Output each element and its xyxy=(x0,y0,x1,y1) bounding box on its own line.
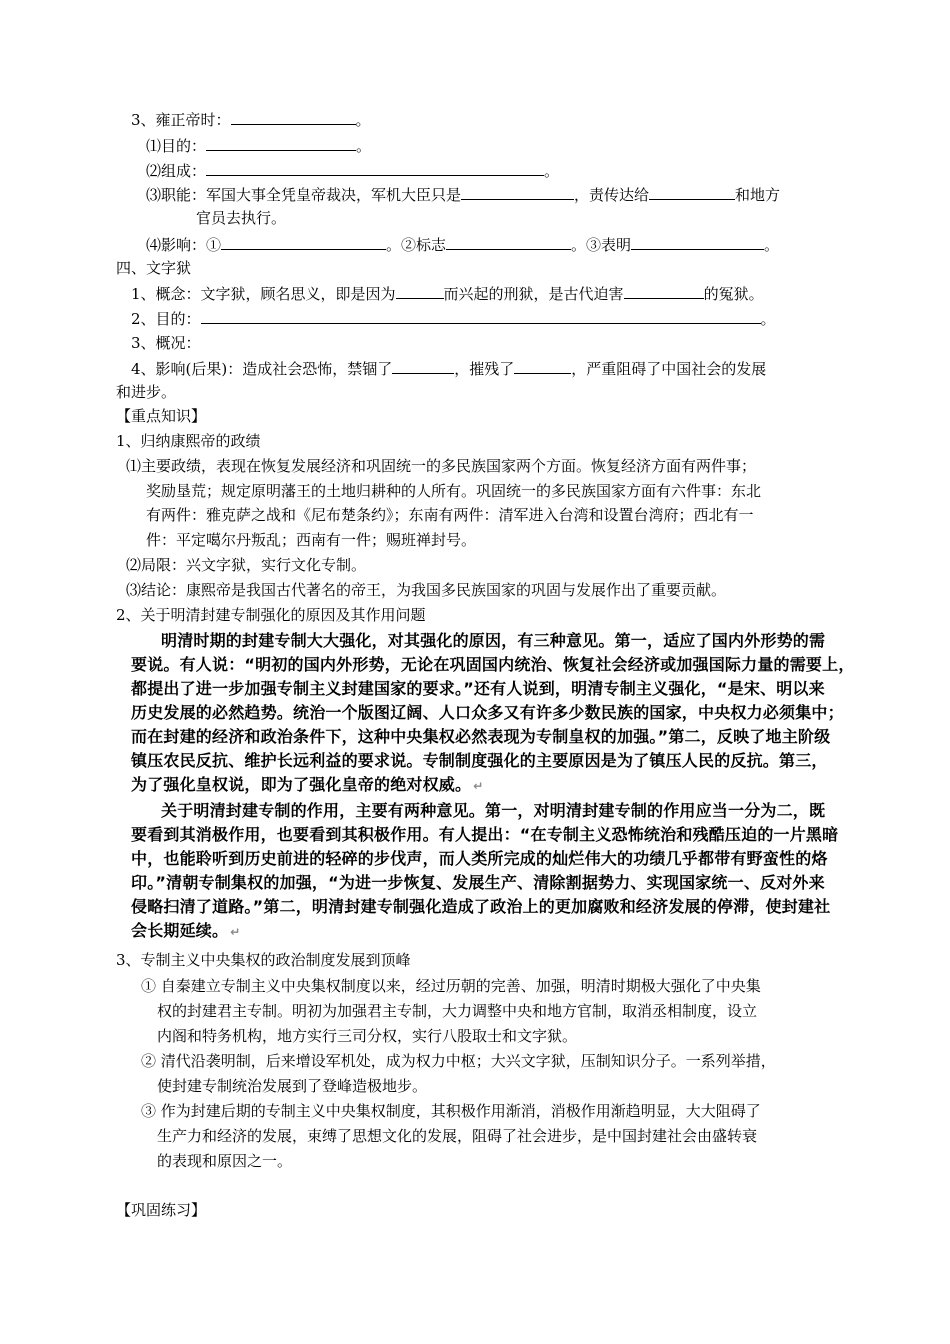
concept-blank-1 xyxy=(396,283,444,299)
paragraph-line: 侵略扫清了道路。”第二，明清封建专制强化造成了政治上的更加腐败和经济发展的停滞，使封建社 xyxy=(131,897,831,916)
point-line: 使封建专制统治发展到了登峰造极地步。 xyxy=(157,1077,428,1095)
composition-blank xyxy=(206,160,544,176)
impact-blank-3 xyxy=(631,234,764,250)
impact-blank-talent xyxy=(514,358,571,374)
paragraph-line: 都提出了进一步加强专制主义封建国家的要求。”还有人说到，明清专制主义强化，“是宋、明以来 xyxy=(131,679,825,698)
paragraph-line: 镇压农民反抗、维护长远利益的要求说。专制制度强化的主要原因是为了镇压人民的反抗。第三， xyxy=(131,751,828,770)
point-line: ③ 作为封建后期的专制主义中央集权制度，其积极作用渐消，消极作用渐趋明显，大大阻碍了 xyxy=(141,1102,761,1120)
literary-purpose-line: 2、目的： 。 xyxy=(131,310,776,328)
ming-qing-title: 2、关于明清封建专制强化的原因及其作用问题 xyxy=(116,606,426,624)
paragraph-line: 中，也能聆听到历史前进的轻碎的步伐声，而人类所完成的灿烂伟大的功绩几乎都带有野蛮性的烙 xyxy=(131,849,828,868)
impact-blank-freedom xyxy=(392,358,454,374)
point-line: 的表现和原因之一。 xyxy=(157,1152,293,1170)
paragraph-line: 关于明清封建专制的作用，主要有两种意见。第一，对明清封建专制的作用应当一分为二，既 xyxy=(161,801,826,820)
kangxi-line: ⑴主要政绩，表现在恢复发展经济和巩固统一的多民族国家两个方面。恢复经济方面有两件事； xyxy=(126,457,757,475)
point-line: 内阁和特务机构，地方实行三司分权，实行八股取士和文字狱。 xyxy=(157,1027,578,1045)
composition-line: ⑵组成： 。 xyxy=(146,162,560,180)
practice-heading: 【巩固练习】 xyxy=(116,1201,207,1219)
paragraph-line: 会长期延续。 ↵ xyxy=(131,921,241,940)
kangxi-line: 有两件：雅克萨之战和《尼布楚条约》；东南有两件：清军进入台湾和设置台湾府；西北有一 xyxy=(146,506,754,524)
paragraph-line: 要看到其消极作用，也要看到其积极作用。有人提出：“在专制主义恐怖统治和残酷压迫的一片黑暗 xyxy=(131,825,839,844)
kangxi-line: 奖励垦荒；规定原明藩王的土地归耕种的人所有。巩固统一的多民族国家方面有六件事：东北 xyxy=(146,482,762,500)
concept-blank-2 xyxy=(624,283,704,299)
kangxi-line: 件：平定噶尔丹叛乱；西南有一件；赐班禅封号。 xyxy=(146,531,477,549)
literary-situation-line: 3、概况： xyxy=(131,334,201,352)
purpose-line: ⑴目的： 。 xyxy=(146,137,372,155)
literary-impact-line: 4、影响(后果)：造成社会恐怖，禁锢了 ，摧残了 ，严重阻碍了中国社会的发展 xyxy=(131,360,767,378)
centralization-title: 3、专制主义中央集权的政治制度发展到顶峰 xyxy=(116,951,411,969)
literary-impact-line-2: 和进步。 xyxy=(116,383,177,401)
impact-line: ⑷影响：① 。②标志 。③表明 。 xyxy=(146,236,780,254)
function-blank-2 xyxy=(649,184,735,200)
point-line: 权的封建君主专制。明初为加强君主专制，大力调整中央和地方官制，取消丞相制度，设立 xyxy=(157,1002,758,1020)
impact-blank-1 xyxy=(221,234,386,250)
yongzheng-blank xyxy=(231,109,356,125)
kangxi-line: ⑶结论：康熙帝是我国古代著名的帝王，为我国多民族国家的巩固与发展作出了重要贡献。 xyxy=(126,581,727,599)
point-line: 生产力和经济的发展，束缚了思想文化的发展，阻碍了社会进步，是中国封建社会由盛转衰 xyxy=(157,1127,758,1145)
point-line: ② 清代沿袭明制，后来增设军机处，成为权力中枢；大兴文字狱，压制知识分子。一系列举措， xyxy=(141,1052,776,1070)
function-blank-1 xyxy=(461,184,574,200)
paragraph-line: 为了强化皇权说，即为了强化皇帝的绝对权威。 ↵ xyxy=(131,775,484,794)
literary-purpose-blank xyxy=(201,308,761,324)
point-line: ① 自秦建立专制主义中央集权制度以来，经过历朝的完善、加强，明清时期极大强化了中央集 xyxy=(141,977,761,995)
literary-inquisition-heading: 四、文字狱 xyxy=(116,259,192,277)
yongzheng-heading-line: 3、雍正帝时： 。 xyxy=(131,111,371,129)
paragraph-line: 历史发展的必然趋势。统治一个版图辽阔、人口众多又有许多少数民族的国家，中央权力必须集中； xyxy=(131,703,844,722)
return-mark: ↵ xyxy=(473,779,484,793)
yongzheng-heading: 3、雍正帝时： xyxy=(131,111,231,129)
paragraph-line: 明清时期的封建专制大大强化，对其强化的原因，有三种意见。第一，适应了国内外形势的需 xyxy=(161,631,826,650)
literary-concept-line: 1、概念：文字狱，顾名思义，即是因为 而兴起的刑狱，是古代迫害 的冤狱。 xyxy=(131,285,764,303)
key-knowledge-heading: 【重点知识】 xyxy=(116,407,207,425)
impact-blank-2 xyxy=(446,234,571,250)
kangxi-line: ⑵局限：兴文字狱，实行文化专制。 xyxy=(126,556,367,574)
kangxi-title: 1、归纳康熙帝的政绩 xyxy=(116,432,261,450)
paragraph-line: 而在封建的经济和政治条件下，这种中央集权必然表现为专制皇权的加强。”第二，反映了地主阶级 xyxy=(131,727,831,746)
paragraph-line: 要说。有人说：“明初的国内外形势，无论在巩固国内统治、恢复社会经济或加强国际力量的需要上， xyxy=(131,655,855,674)
paragraph-line: 印。”清朝专制集权的加强，“为进一步恢复、发展生产、清除割据势力、实现国家统一、反对外来 xyxy=(131,873,825,892)
function-line-2: 官员去执行。 xyxy=(196,209,287,227)
purpose-blank xyxy=(206,135,356,151)
function-line: ⑶职能：军国大事全凭皇帝裁决，军机大臣只是 ，责传达给 和地方 xyxy=(146,186,781,204)
return-mark: ↵ xyxy=(230,925,241,939)
